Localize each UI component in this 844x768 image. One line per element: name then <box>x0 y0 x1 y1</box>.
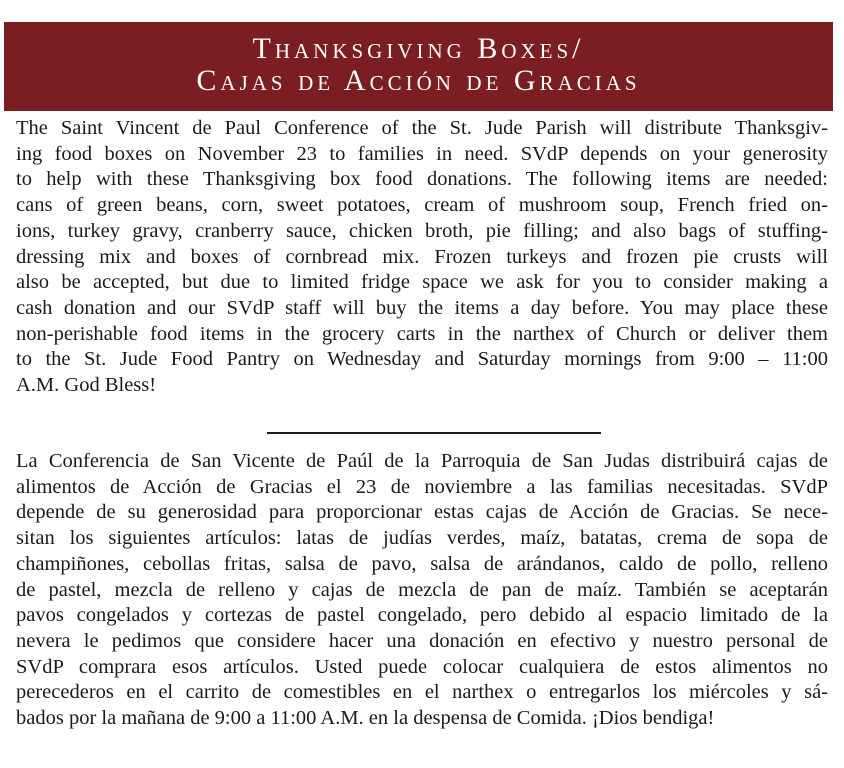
paragraph-line: depende de su generosidad para proporcionar estas cajas de Acción de Gracias. Se nece- <box>16 501 828 524</box>
paragraph-line: nevera le pedimos que considere hacer una donación en efectivo y nuestro personal de <box>16 629 828 652</box>
paragraph-line: de pastel, mezcla de relleno y cajas de mezcla de pan de maíz. También se aceptarán <box>16 578 828 601</box>
section-divider <box>267 432 601 434</box>
title-banner <box>4 22 833 111</box>
title-spanish: Cajas de Acción de Gracias <box>196 64 641 97</box>
paragraph-line: cans of green beans, corn, sweet potatoes, cream of mushroom soup, French fried on- <box>16 194 828 217</box>
paragraph-line: bados por la mañana de 9:00 a 11:00 A.M. en la despensa de Comida. ¡Dios bendiga! <box>16 707 715 730</box>
paragraph-line: SVdP comprara esos artículos. Usted puede colocar cualquiera de estos alimentos no <box>16 655 828 678</box>
paragraph-line: ions, turkey gravy, cranberry sauce, chicken broth, pie filling; and also bags of stuffing- <box>16 219 828 242</box>
paragraph-line: to the St. Jude Food Pantry on Wednesday and Saturday mornings from 9:00 – 11:00 <box>16 348 828 371</box>
paragraph-line: A.M. God Bless! <box>16 374 157 397</box>
paragraph-line: ing food boxes on November 23 to families in need. SVdP depends on your generosity <box>16 142 828 165</box>
paragraph-line: pavos congelados y cortezas de pastel congelado, pero debido al espacio limitado de la <box>16 604 828 627</box>
paragraph-line: also be accepted, but due to limited fridge space we ask for you to consider making a <box>16 271 828 294</box>
title-english: Thanksgiving Boxes/ <box>252 32 585 65</box>
paragraph-line: champiñones, cebollas fritas, salsa de pavo, salsa de arándanos, caldo de pollo, relleno <box>16 552 828 575</box>
paragraph-line: dressing mix and boxes of cornbread mix. Frozen turkeys and frozen pie crusts will <box>16 245 828 268</box>
paragraph-line: perecederos en el carrito de comestibles en el narthex o entregarlos los miércoles y sá- <box>16 681 828 704</box>
paragraph-line: The Saint Vincent de Paul Conference of the St. Jude Parish will distribute Thanksgiv- <box>16 117 828 139</box>
paragraph-line: non-perishable food items in the grocery carts in the narthex of Church or deliver them <box>16 322 828 345</box>
english-paragraph <box>16 116 828 399</box>
spanish-paragraph <box>16 449 828 732</box>
paragraph-line: sitan los siguientes artículos: latas de judías verdes, maíz, batatas, crema de sopa de <box>16 527 828 550</box>
paragraph-line: to help with these Thanksgiving box food donations. The following items are needed: <box>16 168 828 191</box>
paragraph-line: La Conferencia de San Vicente de Paúl de la Parroquia de San Judas distribuirá cajas de <box>16 450 828 472</box>
paragraph-line: alimentos de Acción de Gracias el 23 de noviembre a las familias necesitadas. SVdP <box>16 475 828 498</box>
paragraph-line: cash donation and our SVdP staff will buy the items a day before. You may place these <box>16 296 828 319</box>
